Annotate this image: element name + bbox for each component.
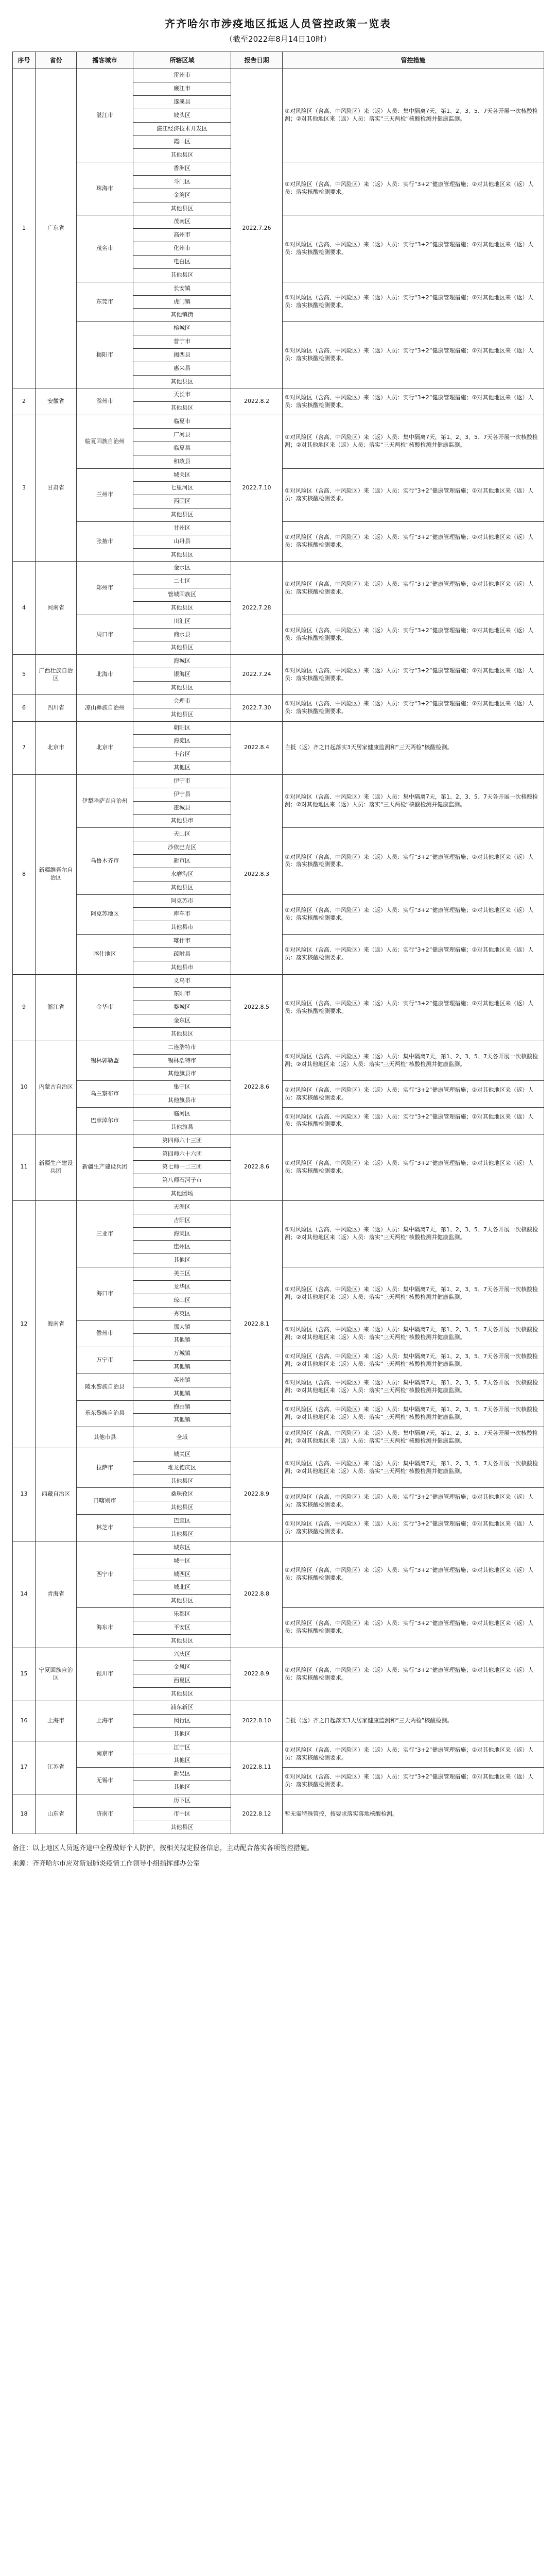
policy-cell: ①对风险区（含高、中风险区）来（返）人员：实行“3+2”健康管理措施；②对其他地区来（返）人员：落实核酸检测要求。 bbox=[283, 1608, 544, 1648]
district-cell: 揭西县 bbox=[133, 348, 231, 362]
policy-cell: ①对风险区（含高、中风险区）来（返）人员：实行“3+2”健康管理措施；②对其他地区来（返）人员：落实核酸检测要求。 bbox=[283, 1648, 544, 1701]
district-cell: 第四师六十六团 bbox=[133, 1147, 231, 1161]
district-cell: 疏附县 bbox=[133, 947, 231, 961]
report-date-cell: 2022.8.6 bbox=[231, 1134, 283, 1200]
province-cell: 浙江省 bbox=[36, 974, 77, 1041]
city-cell: 银川市 bbox=[77, 1648, 133, 1701]
district-cell: 闵行区 bbox=[133, 1714, 231, 1727]
province-cell: 广西壮族自治区 bbox=[36, 655, 77, 695]
district-cell: 廉江市 bbox=[133, 82, 231, 96]
col-header-date: 报告日期 bbox=[231, 52, 283, 69]
policy-cell: ①对风险区（含高、中风险区）来（返）人员：实行“3+2”健康管理措施；②对其他地区来（返）人员：落实核酸检测要求。 bbox=[283, 282, 544, 322]
table-row bbox=[13, 1041, 544, 1054]
district-cell: 东阳市 bbox=[133, 988, 231, 1001]
district-cell: 金东区 bbox=[133, 1014, 231, 1028]
district-cell: 丰台区 bbox=[133, 748, 231, 761]
district-cell: 其他镇 bbox=[133, 1334, 231, 1347]
district-cell: 琼山区 bbox=[133, 1294, 231, 1307]
district-cell: 其他区 bbox=[133, 1781, 231, 1794]
district-cell: 其他区 bbox=[133, 1254, 231, 1267]
district-cell: 其他县区 bbox=[133, 509, 231, 522]
policy-cell: ①对风险区（含高、中风险区）来（返）人员：实行“3+2”健康管理措施；②对其他地区来（返）人员：落实核酸检测要求。 bbox=[283, 468, 544, 521]
district-cell: 其他区 bbox=[133, 1727, 231, 1741]
district-cell: 新吴区 bbox=[133, 1768, 231, 1781]
row-number: 6 bbox=[13, 694, 36, 721]
district-cell: 新市区 bbox=[133, 854, 231, 868]
row-number: 11 bbox=[13, 1134, 36, 1200]
district-cell: 龙华区 bbox=[133, 1280, 231, 1294]
policy-cell: ①对风险区（含高、中风险区）来（返）人员：实行“3+2”健康管理措施；②对其他地区来（返）人员：落实核酸检测要求。 bbox=[283, 1488, 544, 1515]
row-number: 3 bbox=[13, 415, 36, 562]
policy-cell: 暂无需特殊管控，按要求落实落地核酸检测。 bbox=[283, 1794, 544, 1834]
district-cell: 临夏市 bbox=[133, 415, 231, 429]
report-date-cell: 2022.8.5 bbox=[231, 974, 283, 1041]
city-cell: 乌鲁木齐市 bbox=[77, 828, 133, 894]
policy-table bbox=[12, 52, 544, 1834]
district-cell: 其他县区 bbox=[133, 1475, 231, 1488]
report-date-cell: 2022.8.11 bbox=[231, 1741, 283, 1794]
table-row bbox=[13, 1701, 544, 1714]
district-cell: 二连浩特市 bbox=[133, 1041, 231, 1054]
city-cell: 周口市 bbox=[77, 615, 133, 655]
city-cell: 兰州市 bbox=[77, 468, 133, 521]
row-number: 9 bbox=[13, 974, 36, 1041]
report-date-cell: 2022.8.12 bbox=[231, 1794, 283, 1834]
district-cell: 其他县区 bbox=[133, 708, 231, 721]
district-cell: 其他区 bbox=[133, 761, 231, 775]
district-cell: 第七师一二三团 bbox=[133, 1161, 231, 1174]
district-cell: 霞山区 bbox=[133, 135, 231, 149]
district-cell: 其他镇 bbox=[133, 1387, 231, 1400]
city-cell: 海东市 bbox=[77, 1608, 133, 1648]
district-cell: 平安区 bbox=[133, 1621, 231, 1634]
report-date-cell: 2022.7.24 bbox=[231, 655, 283, 695]
district-cell: 集宁区 bbox=[133, 1081, 231, 1094]
table-header-row bbox=[13, 52, 544, 69]
district-cell: 其他旗县市 bbox=[133, 1094, 231, 1108]
district-cell: 其他县区 bbox=[133, 149, 231, 162]
city-cell: 东莞市 bbox=[77, 282, 133, 322]
report-date-cell: 2022.8.8 bbox=[231, 1541, 283, 1648]
policy-cell: ①对风险区（含高、中风险区）来（返）人员：实行“3+2”健康管理措施；②对其他地区来（返）人员：落实核酸检测要求。 bbox=[283, 1108, 544, 1134]
report-date-cell: 2022.7.10 bbox=[231, 415, 283, 562]
district-cell: 其他县区 bbox=[133, 202, 231, 215]
row-number: 18 bbox=[13, 1794, 36, 1834]
district-cell: 万城镇 bbox=[133, 1347, 231, 1361]
city-cell: 巴彦淖尔市 bbox=[77, 1108, 133, 1134]
row-number: 4 bbox=[13, 562, 36, 655]
policy-cell: ①对风险区（含高、中风险区）来（返）人员：集中隔离7天，第1、2、3、5、7天各开展一次核酸检测；②对其他地区来（返）人员：落实“三天两检”核酸检测并健康监测。 bbox=[283, 1320, 544, 1347]
district-cell: 其他县区 bbox=[133, 682, 231, 695]
district-cell: 其他县区 bbox=[133, 1821, 231, 1834]
city-cell: 凉山彝族自治州 bbox=[77, 694, 133, 721]
city-cell: 临夏回族自治州 bbox=[77, 415, 133, 468]
city-cell: 西宁市 bbox=[77, 1541, 133, 1607]
city-cell: 济南市 bbox=[77, 1794, 133, 1834]
district-cell: 管城回族区 bbox=[133, 588, 231, 602]
district-cell: 银海区 bbox=[133, 668, 231, 682]
district-cell: 兴庆区 bbox=[133, 1648, 231, 1661]
province-cell: 四川省 bbox=[36, 694, 77, 721]
col-header-district: 所辖区域 bbox=[133, 52, 231, 69]
policy-cell: ①对风险区（含高、中风险区）来（返）人员：集中隔离7天，第1、2、3、5、7天各开展一次核酸检测；②对其他地区来（返）人员：落实“三天两检”核酸检测并健康监测。 bbox=[283, 1041, 544, 1081]
district-cell: 其他县区 bbox=[133, 1528, 231, 1541]
table-row bbox=[13, 1741, 544, 1754]
report-date-cell: 2022.8.1 bbox=[231, 1200, 283, 1448]
district-cell: 锡林浩特市 bbox=[133, 1054, 231, 1067]
city-cell: 揭阳市 bbox=[77, 322, 133, 388]
policy-cell: ①对风险区（含高、中风险区）来（返）人员：实行“3+2”健康管理措施；②对其他地区来（返）人员：落实核酸检测要求。 bbox=[283, 521, 544, 562]
district-cell: 其他镇 bbox=[133, 1414, 231, 1427]
district-cell: 金湾区 bbox=[133, 189, 231, 202]
district-cell: 香洲区 bbox=[133, 162, 231, 176]
province-cell: 广东省 bbox=[36, 69, 77, 388]
district-cell: 崖州区 bbox=[133, 1241, 231, 1254]
district-cell: 湛江经济技术开发区 bbox=[133, 122, 231, 135]
report-date-cell: 2022.8.9 bbox=[231, 1448, 283, 1541]
city-cell: 林芝市 bbox=[77, 1515, 133, 1541]
district-cell: 天长市 bbox=[133, 388, 231, 402]
col-header-province: 省份 bbox=[36, 52, 77, 69]
province-cell: 青海省 bbox=[36, 1541, 77, 1648]
province-cell: 河南省 bbox=[36, 562, 77, 655]
policy-cell: ①对风险区（含高、中风险区）来（返）人员：集中隔离7天，第1、2、3、5、7天各开展一次核酸检测；②对其他地区来（返）人员：落实“三天两检”核酸检测并健康监测。 bbox=[283, 774, 544, 827]
district-cell: 长安镇 bbox=[133, 282, 231, 295]
district-cell: 海淀区 bbox=[133, 735, 231, 748]
city-cell: 无锡市 bbox=[77, 1768, 133, 1794]
policy-cell: ①对风险区（含高、中风险区）来（返）人员：实行“3+2”健康管理措施；②对其他地区来（返）人员：落实核酸检测要求。 bbox=[283, 974, 544, 1041]
district-cell: 伊宁县 bbox=[133, 788, 231, 801]
province-cell: 北京市 bbox=[36, 721, 77, 774]
city-cell: 湛江市 bbox=[77, 69, 133, 162]
district-cell: 其他县区 bbox=[133, 548, 231, 562]
district-cell: 其他县市 bbox=[133, 921, 231, 935]
table-row bbox=[13, 1448, 544, 1461]
district-cell: 秀英区 bbox=[133, 1307, 231, 1320]
district-cell: 城西区 bbox=[133, 1568, 231, 1581]
policy-cell: ①对风险区（含高、中风险区）来（返）人员：实行“3+2”健康管理措施；②对其他地区来（返）人员：落实核酸检测要求。 bbox=[283, 615, 544, 655]
col-header-policy: 管控措施 bbox=[283, 52, 544, 69]
province-cell: 上海市 bbox=[36, 1701, 77, 1741]
district-cell: 天涯区 bbox=[133, 1200, 231, 1214]
province-cell: 安徽省 bbox=[36, 388, 77, 415]
policy-cell: ①对风险区（含高、中风险区）来（返）人员：实行“3+2”健康管理措施；②对其他地区来（返）人员：落实核酸检测要求。 bbox=[283, 935, 544, 975]
city-cell: 南京市 bbox=[77, 1741, 133, 1768]
district-cell: 天山区 bbox=[133, 828, 231, 841]
district-cell: 其他县区 bbox=[133, 1688, 231, 1701]
district-cell: 其他县区 bbox=[133, 1634, 231, 1648]
city-cell: 锡林郭勒盟 bbox=[77, 1041, 133, 1081]
row-number: 16 bbox=[13, 1701, 36, 1741]
district-cell: 商水县 bbox=[133, 628, 231, 641]
district-cell: 其他县市 bbox=[133, 815, 231, 828]
district-cell: 川汇区 bbox=[133, 615, 231, 628]
policy-cell: ①对风险区（含高、中风险区）来（返）人员：实行“3+2”健康管理措施；②对其他地区来（返）人员：落实核酸检测要求。 bbox=[283, 1741, 544, 1768]
district-cell: 茂南区 bbox=[133, 215, 231, 229]
row-number: 2 bbox=[13, 388, 36, 415]
district-cell: 库车市 bbox=[133, 908, 231, 921]
report-date-cell: 2022.7.26 bbox=[231, 69, 283, 388]
col-header-no: 序号 bbox=[13, 52, 36, 69]
district-cell: 坡头区 bbox=[133, 109, 231, 122]
district-cell: 其他县区 bbox=[133, 1027, 231, 1041]
district-cell: 其他县区 bbox=[133, 375, 231, 388]
policy-cell: ①对风险区（含高、中风险区）来（返）人员：实行“3+2”健康管理措施；②对其他地区来（返）人员：落实核酸检测要求。 bbox=[283, 1134, 544, 1200]
row-number: 12 bbox=[13, 1200, 36, 1448]
district-cell: 第八师石河子市 bbox=[133, 1174, 231, 1188]
policy-cell: ①对风险区（含高、中风险区）来（返）人员：实行“3+2”健康管理措施；②对其他地区来（返）人员：落实核酸检测要求。 bbox=[283, 322, 544, 388]
report-date-cell: 2022.8.2 bbox=[231, 388, 283, 415]
city-cell: 拉萨市 bbox=[77, 1448, 133, 1488]
city-cell: 伊犁哈萨克自治州 bbox=[77, 774, 133, 827]
district-cell: 婺城区 bbox=[133, 1001, 231, 1014]
policy-cell: ①对风险区（含高、中风险区）来（返）人员：集中隔离7天，第1、2、3、5、7天各开展一次核酸检测；②对其他地区来（返）人员：落实“三天两检”核酸检测并健康监测。 bbox=[283, 1448, 544, 1488]
district-cell: 江宁区 bbox=[133, 1741, 231, 1754]
policy-cell: ①对风险区（含高、中风险区）来（返）人员：实行“3+2”健康管理措施；②对其他地区来（返）人员：落实核酸检测要求。 bbox=[283, 215, 544, 282]
city-cell: 海口市 bbox=[77, 1267, 133, 1320]
province-cell: 江苏省 bbox=[36, 1741, 77, 1794]
policy-cell: ①对风险区（含高、中风险区）来（返）人员：集中隔离7天，第1、2、3、5、7天各开展一次核酸检测；②对其他地区来（返）人员：落实“三天两检”核酸检测并健康监测。 bbox=[283, 69, 544, 162]
city-cell: 郑州市 bbox=[77, 562, 133, 615]
district-cell: 浦东新区 bbox=[133, 1701, 231, 1714]
report-date-cell: 2022.7.28 bbox=[231, 562, 283, 655]
district-cell: 化州市 bbox=[133, 242, 231, 256]
table-row bbox=[13, 694, 544, 708]
table-row bbox=[13, 69, 544, 82]
province-cell: 海南省 bbox=[36, 1200, 77, 1448]
table-body bbox=[13, 69, 544, 1834]
district-cell: 抱由镇 bbox=[133, 1400, 231, 1414]
table-header bbox=[13, 52, 544, 69]
district-cell: 斗门区 bbox=[133, 175, 231, 189]
district-cell: 英州镇 bbox=[133, 1374, 231, 1387]
policy-cell: ①对风险区（含高、中风险区）来（返）人员：实行“3+2”健康管理措施；②对其他地区来（返）人员：落实核酸检测要求。 bbox=[283, 1768, 544, 1794]
district-cell: 喀什市 bbox=[133, 935, 231, 948]
district-cell: 其他县区 bbox=[133, 1501, 231, 1515]
province-cell: 山东省 bbox=[36, 1794, 77, 1834]
policy-cell: ①对风险区（含高、中风险区）来（返）人员：实行“3+2”健康管理措施；②对其他地区来（返）人员：落实核酸检测要求。 bbox=[283, 894, 544, 935]
table-row bbox=[13, 721, 544, 735]
district-cell: 其他镇街 bbox=[133, 309, 231, 322]
city-cell: 珠海市 bbox=[77, 162, 133, 215]
province-cell: 内蒙古自治区 bbox=[36, 1041, 77, 1134]
city-cell: 茂名市 bbox=[77, 215, 133, 282]
district-cell: 临夏县 bbox=[133, 442, 231, 455]
row-number: 1 bbox=[13, 69, 36, 388]
city-cell: 北京市 bbox=[77, 721, 133, 774]
district-cell: 阿克苏市 bbox=[133, 894, 231, 908]
city-cell: 儋州市 bbox=[77, 1320, 133, 1347]
policy-cell: ①对风险区（含高、中风险区）来（返）人员：实行“3+2”健康管理措施；②对其他地区来（返）人员：落实核酸检测要求。 bbox=[283, 1515, 544, 1541]
table-row bbox=[13, 1200, 544, 1214]
footer-source: 来源：齐齐哈尔市应对新冠肺炎疫情工作领导小组指挥部办公室 bbox=[12, 1859, 200, 1868]
city-cell: 乌兰察布市 bbox=[77, 1081, 133, 1108]
table-row bbox=[13, 388, 544, 402]
page-subtitle: （截至2022年8月14日10时） bbox=[225, 35, 331, 44]
city-cell: 张掖市 bbox=[77, 521, 133, 562]
policy-cell: ①对风险区（含高、中风险区）来（返）人员：实行“3+2”健康管理措施；②对其他地区来（返）人员：落实核酸检测要求。 bbox=[283, 1081, 544, 1108]
footer-note: 备注：以上地区人员返齐途中全程做好个人防护，按相关规定报备信息，主动配合落实各项管控措施。 bbox=[12, 1844, 314, 1853]
district-cell: 城东区 bbox=[133, 1541, 231, 1554]
district-cell: 其他县区 bbox=[133, 641, 231, 655]
province-cell: 新疆生产建设兵团 bbox=[36, 1134, 77, 1200]
city-cell: 陵水黎族自治县 bbox=[77, 1374, 133, 1400]
row-number: 13 bbox=[13, 1448, 36, 1541]
province-cell: 宁夏回族自治区 bbox=[36, 1648, 77, 1701]
district-cell: 其他县市 bbox=[133, 961, 231, 974]
district-cell: 雷州市 bbox=[133, 69, 231, 82]
city-cell: 阿克苏地区 bbox=[77, 894, 133, 935]
district-cell: 金水区 bbox=[133, 562, 231, 575]
district-cell: 西固区 bbox=[133, 495, 231, 509]
city-cell: 滁州市 bbox=[77, 388, 133, 415]
district-cell: 广河县 bbox=[133, 428, 231, 442]
district-cell: 市中区 bbox=[133, 1807, 231, 1821]
table-row bbox=[13, 415, 544, 429]
city-cell: 万宁市 bbox=[77, 1347, 133, 1374]
policy-cell: ①对风险区（含高、中风险区）来（返）人员：集中隔离7天，第1、2、3、5、7天各开展一次核酸检测；②对其他地区来（返）人员：落实“三天两检”核酸检测并健康监测。 bbox=[283, 1200, 544, 1267]
row-number: 17 bbox=[13, 1741, 36, 1794]
district-cell: 历下区 bbox=[133, 1794, 231, 1807]
district-cell: 其他镇 bbox=[133, 1361, 231, 1374]
district-cell: 西夏区 bbox=[133, 1674, 231, 1688]
district-cell: 和政县 bbox=[133, 455, 231, 468]
province-cell: 新疆维吾尔自治区 bbox=[36, 774, 77, 974]
district-cell: 海棠区 bbox=[133, 1227, 231, 1241]
province-cell: 甘肃省 bbox=[36, 415, 77, 562]
row-number: 14 bbox=[13, 1541, 36, 1648]
report-date-cell: 2022.8.3 bbox=[231, 774, 283, 974]
district-cell: 全域 bbox=[133, 1427, 231, 1448]
district-cell: 遂溪县 bbox=[133, 95, 231, 109]
city-cell: 上海市 bbox=[77, 1701, 133, 1741]
district-cell: 第四师六十三团 bbox=[133, 1134, 231, 1147]
row-number: 8 bbox=[13, 774, 36, 974]
district-cell: 其他县区 bbox=[133, 402, 231, 415]
col-header-city: 播客城市 bbox=[77, 52, 133, 69]
district-cell: 巴宜区 bbox=[133, 1515, 231, 1528]
district-cell: 电白区 bbox=[133, 256, 231, 269]
table-row bbox=[13, 1134, 544, 1147]
policy-cell: ①对风险区（含高、中风险区）来（返）人员：集中隔离7天，第1、2、3、5、7天各开展一次核酸检测；②对其他地区来（返）人员：落实“三天两检”核酸检测并健康监测。 bbox=[283, 1400, 544, 1427]
policy-cell: ①对风险区（含高、中风险区）来（返）人员：集中隔离7天，第1、2、3、5、7天各开展一次核酸检测；②对其他地区来（返）人员：落实“三天两检”核酸检测并健康监测。 bbox=[283, 1267, 544, 1320]
district-cell: 二七区 bbox=[133, 575, 231, 588]
policy-cell: ①对风险区（含高、中风险区）来（返）人员：集中隔离7天，第1、2、3、5、7天各开展一次核酸检测；②对其他地区来（返）人员：落实“三天两检”核酸检测并健康监测。 bbox=[283, 1347, 544, 1374]
district-cell: 虎门镇 bbox=[133, 295, 231, 309]
district-cell: 普宁市 bbox=[133, 335, 231, 349]
policy-cell: ①对风险区（含高、中风险区）来（返）人员：实行“3+2”健康管理措施；②对其他地区来（返）人员：落实核酸检测要求。 bbox=[283, 162, 544, 215]
policy-cell: ①对风险区（含高、中风险区）来（返）人员：实行“3+2”健康管理措施；②对其他地区来（返）人员：落实核酸检测要求。 bbox=[283, 562, 544, 615]
table-row bbox=[13, 774, 544, 788]
report-date-cell: 2022.8.9 bbox=[231, 1648, 283, 1701]
district-cell: 甘州区 bbox=[133, 521, 231, 535]
city-cell: 北海市 bbox=[77, 655, 133, 695]
table-row bbox=[13, 562, 544, 575]
city-cell: 金华市 bbox=[77, 974, 133, 1041]
district-cell: 义乌市 bbox=[133, 974, 231, 988]
policy-cell: ①对风险区（含高、中风险区）来（返）人员：实行“3+2”健康管理措施；②对其他地区来（返）人员：落实核酸检测要求。 bbox=[283, 388, 544, 415]
city-cell: 日喀则市 bbox=[77, 1488, 133, 1515]
table-row bbox=[13, 1648, 544, 1661]
district-cell: 城关区 bbox=[133, 1448, 231, 1461]
footer bbox=[12, 1842, 544, 1870]
page-title: 齐齐哈尔市涉疫地区抵返人员管控政策一览表 bbox=[165, 18, 391, 30]
district-cell: 临河区 bbox=[133, 1108, 231, 1121]
district-cell: 沙依巴克区 bbox=[133, 841, 231, 855]
report-date-cell: 2022.7.30 bbox=[231, 694, 283, 721]
district-cell: 高州市 bbox=[133, 229, 231, 242]
table-row bbox=[13, 974, 544, 988]
row-number: 10 bbox=[13, 1041, 36, 1134]
district-cell: 其他团场 bbox=[133, 1188, 231, 1201]
policy-cell: ①对风险区（含高、中风险区）来（返）人员：实行“3+2”健康管理措施；②对其他地区来（返）人员：落实核酸检测要求。 bbox=[283, 1541, 544, 1607]
district-cell: 其他旗县市 bbox=[133, 1067, 231, 1081]
table-row bbox=[13, 1794, 544, 1807]
policy-cell: 自抵（返）齐之日起落实3天居家健康监测和“三天两检”核酸检测。 bbox=[283, 721, 544, 774]
district-cell: 堆龙德庆区 bbox=[133, 1461, 231, 1475]
row-number: 7 bbox=[13, 721, 36, 774]
district-cell: 伊宁市 bbox=[133, 774, 231, 788]
city-cell: 其他市县 bbox=[77, 1427, 133, 1448]
district-cell: 桑珠孜区 bbox=[133, 1488, 231, 1501]
district-cell: 金凤区 bbox=[133, 1661, 231, 1674]
policy-cell: ①对风险区（含高、中风险区）来（返）人员：实行“3+2”健康管理措施；②对其他地区来（返）人员：落实核酸检测要求。 bbox=[283, 828, 544, 894]
district-cell: 吉阳区 bbox=[133, 1214, 231, 1227]
city-cell: 新疆生产建设兵团 bbox=[77, 1134, 133, 1200]
city-cell: 乐东黎族自治县 bbox=[77, 1400, 133, 1427]
district-cell: 霍城县 bbox=[133, 801, 231, 815]
district-cell: 其他县区 bbox=[133, 881, 231, 894]
report-date-cell: 2022.8.10 bbox=[231, 1701, 283, 1741]
row-number: 5 bbox=[13, 655, 36, 695]
city-cell: 喀什地区 bbox=[77, 935, 133, 975]
policy-cell: ①对风险区（含高、中风险区）来（返）人员：集中隔离7天，第1、2、3、5、7天各开展一次核酸检测；②对其他地区来（返）人员：落实“三天两检”核酸检测并健康监测。 bbox=[283, 1427, 544, 1448]
district-cell: 惠来县 bbox=[133, 362, 231, 375]
policy-cell: 自抵（返）齐之日起落实3天居家健康监测和“三天两检”核酸检测。 bbox=[283, 1701, 544, 1741]
policy-cell: ①对风险区（含高、中风险区）来（返）人员：实行“3+2”健康管理措施；②对其他地区来（返）人员：落实核酸检测要求。 bbox=[283, 694, 544, 721]
city-cell: 三亚市 bbox=[77, 1200, 133, 1267]
district-cell: 其他县区 bbox=[133, 268, 231, 282]
report-date-cell: 2022.8.6 bbox=[231, 1041, 283, 1134]
district-cell: 那大镇 bbox=[133, 1320, 231, 1334]
table-row bbox=[13, 1541, 544, 1554]
district-cell: 其他区 bbox=[133, 1754, 231, 1768]
district-cell: 城北区 bbox=[133, 1581, 231, 1595]
district-cell: 水磨沟区 bbox=[133, 868, 231, 881]
district-cell: 城关区 bbox=[133, 468, 231, 482]
district-cell: 乐都区 bbox=[133, 1608, 231, 1621]
policy-cell: ①对风险区（含高、中风险区）来（返）人员：集中隔离7天，第1、2、3、5、7天各开展一次核酸检测；②对其他地区来（返）人员：落实“三天两检”核酸检测并健康监测。 bbox=[283, 1374, 544, 1400]
report-date-cell: 2022.8.4 bbox=[231, 721, 283, 774]
district-cell: 美兰区 bbox=[133, 1267, 231, 1281]
district-cell: 会理市 bbox=[133, 694, 231, 708]
province-cell: 西藏自治区 bbox=[36, 1448, 77, 1541]
district-cell: 其他旗县 bbox=[133, 1121, 231, 1134]
district-cell: 海城区 bbox=[133, 655, 231, 668]
district-cell: 其他县区 bbox=[133, 1595, 231, 1608]
policy-cell: ①对风险区（含高、中风险区）来（返）人员：集中隔离7天，第1、2、3、5、7天各开展一次核酸检测；②对其他地区来（返）人员：落实“三天两检”核酸检测并健康监测。 bbox=[283, 415, 544, 468]
district-cell: 城中区 bbox=[133, 1554, 231, 1568]
district-cell: 榕城区 bbox=[133, 322, 231, 335]
table-row bbox=[13, 655, 544, 668]
policy-cell: ①对风险区（含高、中风险区）来（返）人员：实行“3+2”健康管理措施；②对其他地区来（返）人员：落实核酸检测要求。 bbox=[283, 655, 544, 695]
district-cell: 朝阳区 bbox=[133, 721, 231, 735]
district-cell: 七里河区 bbox=[133, 482, 231, 495]
district-cell: 山丹县 bbox=[133, 535, 231, 548]
row-number: 15 bbox=[13, 1648, 36, 1701]
district-cell: 其他县区 bbox=[133, 601, 231, 615]
